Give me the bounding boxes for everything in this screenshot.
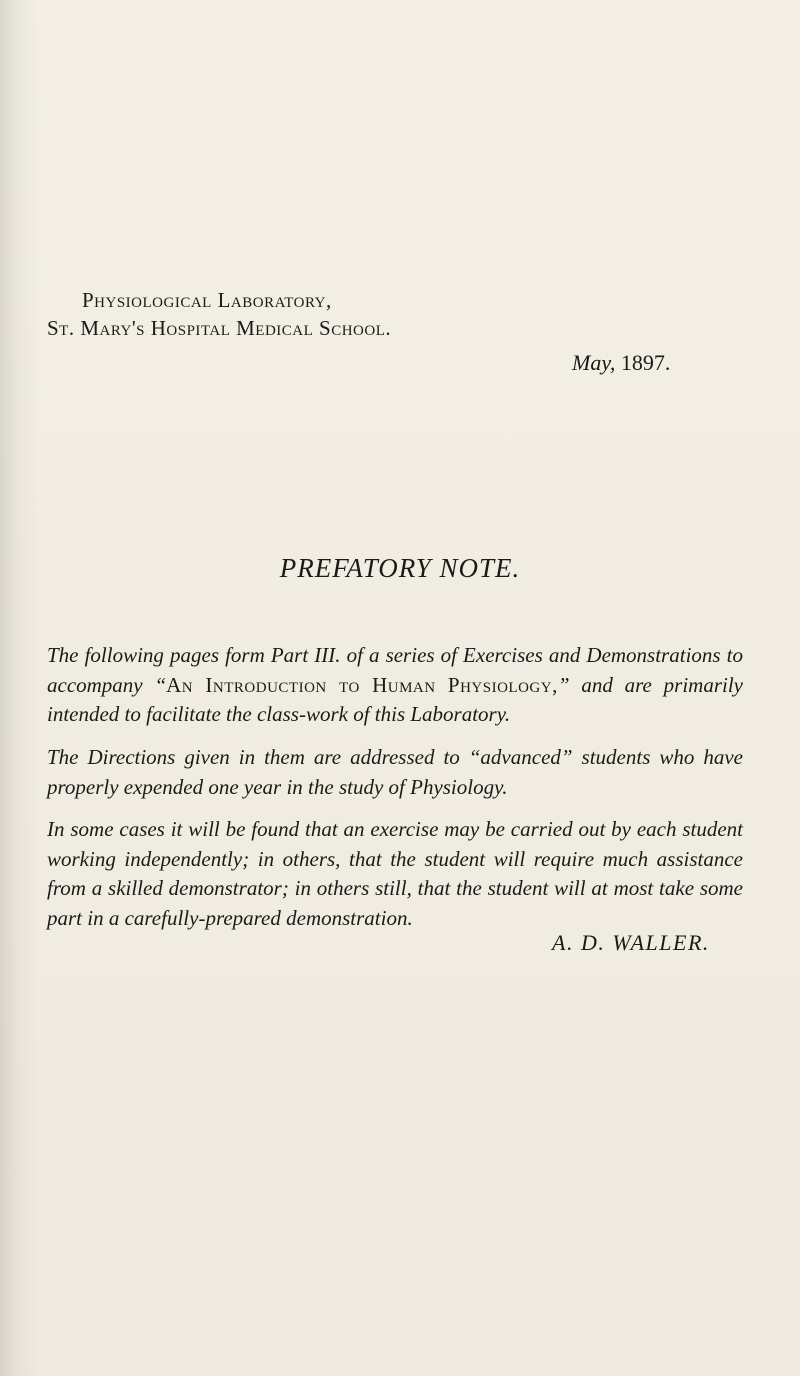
paragraph-1 [47,641,743,730]
laboratory-heading: Physiological Laboratory, [82,288,332,312]
paragraph-1-text-start: The following pages form Part III. of a series of Exercises and Demonstrations to accompany “ [47,643,743,697]
date-year: 1897. [620,350,671,375]
author-signature: A. D. WALLER. [552,930,710,955]
paragraph-1-text-end: ” and are primarily intended to facilitate the class-work of this Laboratory. [47,672,744,726]
paragraph-3: In some cases it will be found that an exercise may be carried out by each student working independently; in others, that the student will require much assistance from a skilled demonstrator; in others still, that the student will at most take some part in a carefully-prepared demonstration. [47,817,743,930]
book-title: An Introduction to Human Physiology, [166,672,558,697]
school-heading: St. Mary's Hospital Medical School. [47,316,392,340]
date-month: May, [572,350,616,375]
paragraph-2: The Directions given in them are addressed to “advanced” students who have properly expended one year in the study of Physiology. [47,745,743,799]
page-title: PREFATORY NOTE. [279,553,521,583]
date-line [572,350,670,376]
